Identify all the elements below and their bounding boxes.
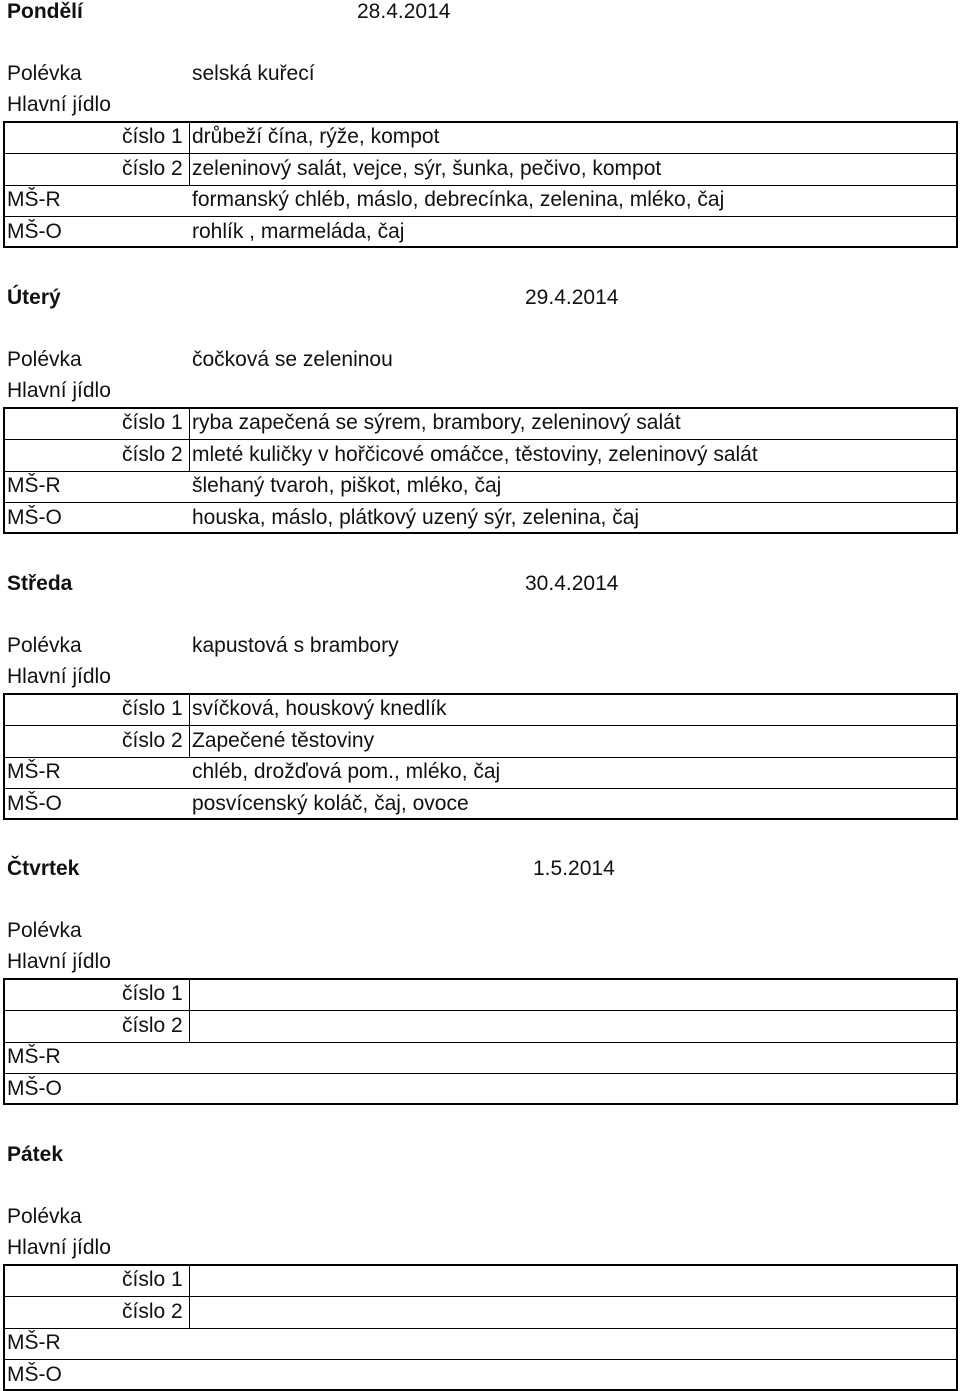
soup-row: [0, 344, 960, 376]
ms-r-value: formanský chléb, máslo, debrecínka, zelenina, mléko, čaj: [192, 188, 725, 211]
soup-value: čočková se zeleninou: [192, 348, 393, 371]
soup-row: [0, 915, 960, 947]
option-1-value: svíčková, houskový knedlík: [192, 697, 447, 720]
ms-r-row: [0, 470, 960, 502]
option-2-row: [0, 439, 960, 471]
soup-value: kapustová s brambory: [192, 634, 399, 657]
main-dish-row: [0, 375, 960, 407]
option-1-label: číslo 1: [122, 125, 183, 148]
day-header: [0, 568, 960, 600]
ms-o-label: MŠ-O: [7, 1077, 62, 1100]
ms-o-row: [0, 216, 960, 248]
main-dish-label: Hlavní jídlo: [7, 93, 111, 116]
option-2-row: [0, 725, 960, 757]
option-2-row: [0, 153, 960, 185]
soup-label: Polévka: [7, 634, 82, 657]
ms-o-value: posvícenský koláč, čaj, ovoce: [192, 792, 469, 815]
day-name: Středa: [7, 572, 73, 595]
main-dish-label: Hlavní jídlo: [7, 379, 111, 402]
ms-r-label: MŠ-R: [7, 1331, 61, 1354]
ms-r-value: chléb, drožďová pom., mléko, čaj: [192, 760, 501, 783]
option-1-value: ryba zapečená se sýrem, brambory, zeleninový salát: [192, 411, 681, 434]
ms-r-label: MŠ-R: [7, 760, 61, 783]
soup-label: Polévka: [7, 62, 82, 85]
ms-o-row: [0, 788, 960, 820]
main-dish-row: [0, 661, 960, 693]
day-name: Čtvrtek: [7, 857, 80, 880]
day-name: Pátek: [7, 1143, 64, 1166]
option-1-row: [0, 407, 960, 439]
option-2-label: číslo 2: [122, 729, 183, 752]
ms-o-value: rohlík , marmeláda, čaj: [192, 220, 405, 243]
day-header: [0, 0, 960, 28]
option-2-label: číslo 2: [122, 1014, 183, 1037]
option-2-row: [0, 1296, 960, 1328]
day-date: 29.4.2014: [525, 286, 619, 309]
ms-o-value: houska, máslo, plátkový uzený sýr, zelenina, čaj: [192, 506, 640, 529]
ms-o-row: [0, 502, 960, 534]
ms-o-label: MŠ-O: [7, 506, 62, 529]
main-dish-row: [0, 1232, 960, 1264]
ms-r-row: [0, 1327, 960, 1359]
day-header: [0, 853, 960, 885]
option-1-label: číslo 1: [122, 411, 183, 434]
soup-row: [0, 1201, 960, 1233]
ms-o-row: [0, 1073, 960, 1105]
option-2-value: Zapečené těstoviny: [192, 729, 375, 752]
option-1-label: číslo 1: [122, 1268, 183, 1291]
option-1-row: [0, 1264, 960, 1296]
soup-label: Polévka: [7, 1205, 82, 1228]
main-dish-row: [0, 946, 960, 978]
ms-o-label: MŠ-O: [7, 220, 62, 243]
ms-o-label: MŠ-O: [7, 792, 62, 815]
soup-value: selská kuřecí: [192, 62, 315, 85]
option-1-row: [0, 978, 960, 1010]
day-header: [0, 1139, 960, 1171]
ms-r-label: MŠ-R: [7, 474, 61, 497]
option-1-row: [0, 121, 960, 153]
ms-r-label: MŠ-R: [7, 188, 61, 211]
option-1-value: drůbeží čína, rýže, kompot: [192, 125, 440, 148]
option-1-row: [0, 693, 960, 725]
option-2-label: číslo 2: [122, 157, 183, 180]
ms-r-row: [0, 756, 960, 788]
soup-row: [0, 58, 960, 90]
soup-label: Polévka: [7, 348, 82, 371]
option-2-value: mleté kuličky v hořčicové omáčce, těstoviny, zeleninový salát: [192, 443, 758, 466]
day-date: 1.5.2014: [533, 857, 615, 880]
ms-r-row: [0, 184, 960, 216]
day-header: [0, 282, 960, 314]
ms-o-row: [0, 1359, 960, 1391]
option-2-row: [0, 1010, 960, 1042]
option-1-label: číslo 1: [122, 982, 183, 1005]
day-name: Pondělí: [7, 0, 83, 23]
day-date: 30.4.2014: [525, 572, 619, 595]
ms-r-label: MŠ-R: [7, 1045, 61, 1068]
main-dish-label: Hlavní jídlo: [7, 1236, 111, 1259]
ms-r-row: [0, 1041, 960, 1073]
main-dish-label: Hlavní jídlo: [7, 665, 111, 688]
main-dish-row: [0, 89, 960, 121]
ms-o-label: MŠ-O: [7, 1363, 62, 1386]
ms-r-value: šlehaný tvaroh, piškot, mléko, čaj: [192, 474, 502, 497]
main-dish-label: Hlavní jídlo: [7, 950, 111, 973]
option-1-label: číslo 1: [122, 697, 183, 720]
soup-row: [0, 630, 960, 662]
day-name: Úterý: [7, 286, 61, 309]
day-date: 28.4.2014: [357, 0, 451, 23]
soup-label: Polévka: [7, 919, 82, 942]
option-2-label: číslo 2: [122, 443, 183, 466]
option-2-label: číslo 2: [122, 1300, 183, 1323]
option-2-value: zeleninový salát, vejce, sýr, šunka, pečivo, kompot: [192, 157, 662, 180]
